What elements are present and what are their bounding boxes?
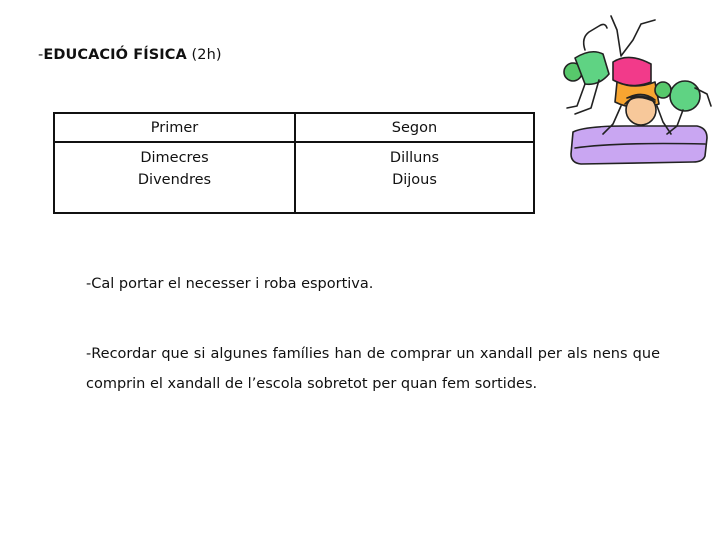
note-tracksuit-reminder: -Recordar que si algunes famílies han de comprar un xandall per als nens que comprin el xandall de l’escola sobretot per quan fem sortides. [86, 346, 660, 392]
note-sports-clothing: -Cal portar el necesser i roba esportiva. [86, 276, 374, 292]
table-header-row [54, 113, 534, 142]
heading-hours: (2h) [186, 47, 222, 63]
table-row [54, 142, 534, 213]
column-header-primer: Primer [54, 113, 295, 142]
left-kid-shirt [575, 52, 609, 85]
heading-subject: EDUCACIÓ FÍSICA [43, 47, 187, 63]
table-cell-segon-days [295, 142, 534, 213]
day-label: Dijous [392, 172, 437, 188]
page-heading [38, 47, 222, 63]
heading-prefix: - [38, 47, 44, 63]
gym-mat [571, 126, 707, 164]
table-cell-primer-days [54, 142, 295, 213]
column-header-segon: Segon [295, 113, 534, 142]
center-kid-shirt-pink [613, 57, 651, 85]
kids-gymnastics-icon [555, 10, 715, 175]
day-label: Dilluns [389, 150, 440, 166]
day-label: Divendres [137, 172, 212, 188]
schedule-table [53, 112, 535, 214]
day-label: Dimecres [140, 150, 209, 166]
